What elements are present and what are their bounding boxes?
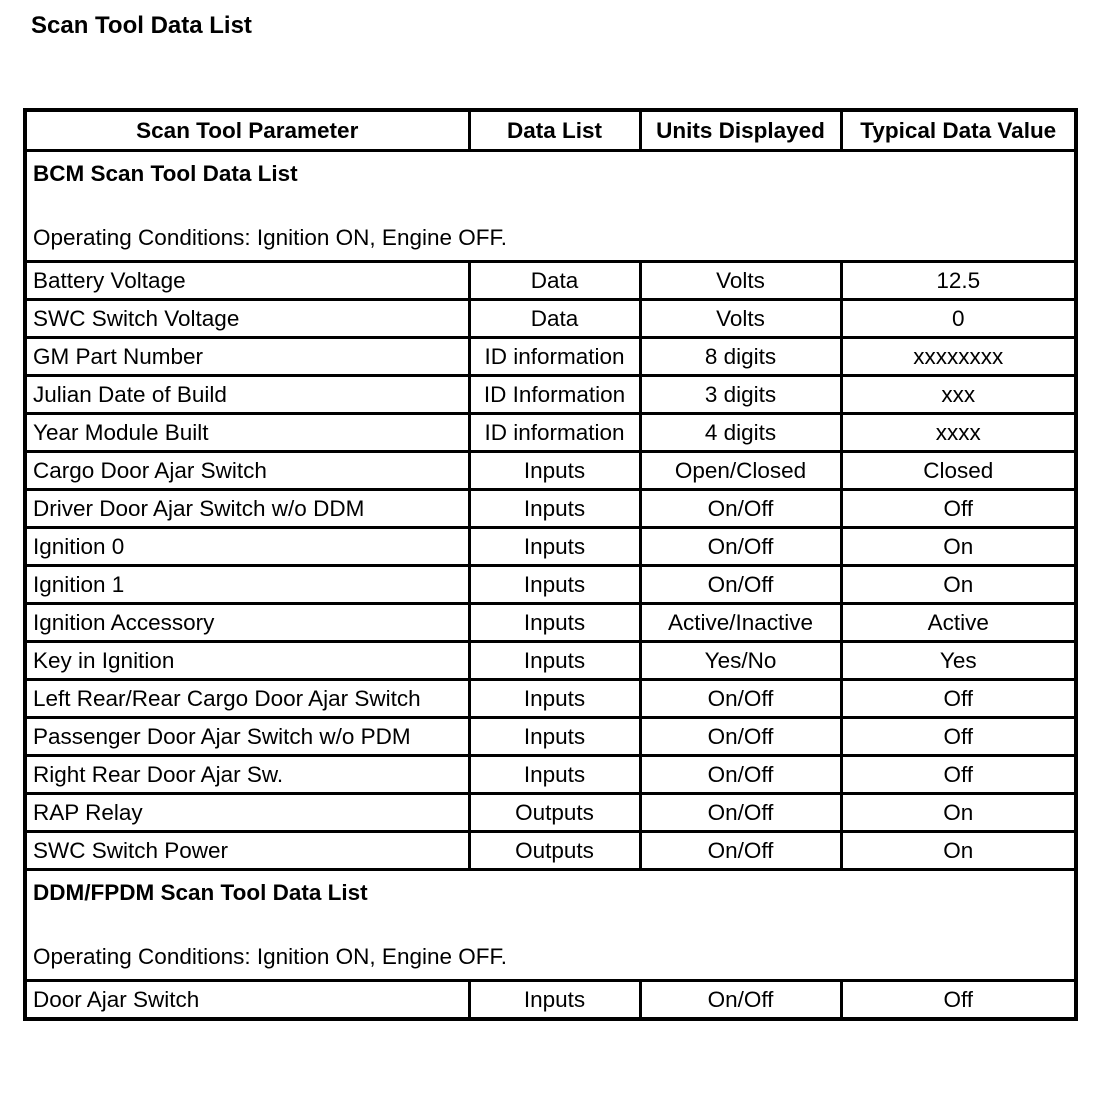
- cell-typical-value: On: [841, 794, 1076, 832]
- cell-data-list: ID Information: [469, 376, 640, 414]
- table-row: [25, 566, 1076, 604]
- cell-units: On/Off: [640, 832, 841, 870]
- section-title: BCM Scan Tool Data List: [33, 161, 298, 186]
- cell-typical-value: On: [841, 528, 1076, 566]
- cell-data-list: Inputs: [469, 452, 640, 490]
- section-header-row: [25, 151, 1076, 262]
- cell-units: On/Off: [640, 528, 841, 566]
- cell-typical-value: Off: [841, 756, 1076, 794]
- cell-parameter: Left Rear/Rear Cargo Door Ajar Switch: [25, 680, 469, 718]
- cell-data-list: Inputs: [469, 981, 640, 1020]
- cell-data-list: ID information: [469, 338, 640, 376]
- cell-parameter: Passenger Door Ajar Switch w/o PDM: [25, 718, 469, 756]
- cell-parameter: Ignition 1: [25, 566, 469, 604]
- section-header-row: [25, 870, 1076, 981]
- cell-data-list: Data: [469, 300, 640, 338]
- cell-units: On/Off: [640, 566, 841, 604]
- cell-typical-value: Active: [841, 604, 1076, 642]
- cell-units: 3 digits: [640, 376, 841, 414]
- cell-data-list: Inputs: [469, 718, 640, 756]
- cell-typical-value: xxxx: [841, 414, 1076, 452]
- cell-typical-value: On: [841, 566, 1076, 604]
- table-header-row: [25, 110, 1076, 151]
- cell-typical-value: xxxxxxxx: [841, 338, 1076, 376]
- cell-parameter: Julian Date of Build: [25, 376, 469, 414]
- cell-units: 8 digits: [640, 338, 841, 376]
- cell-data-list: Inputs: [469, 490, 640, 528]
- table-row: [25, 680, 1076, 718]
- cell-typical-value: 12.5: [841, 262, 1076, 300]
- cell-data-list: Outputs: [469, 832, 640, 870]
- cell-parameter: Year Module Built: [25, 414, 469, 452]
- table-row: [25, 300, 1076, 338]
- cell-units: Volts: [640, 300, 841, 338]
- cell-parameter: RAP Relay: [25, 794, 469, 832]
- cell-typical-value: Closed: [841, 452, 1076, 490]
- table-row: [25, 604, 1076, 642]
- cell-parameter: Ignition 0: [25, 528, 469, 566]
- cell-parameter: Door Ajar Switch: [25, 981, 469, 1020]
- table-row: [25, 981, 1076, 1020]
- cell-parameter: SWC Switch Voltage: [25, 300, 469, 338]
- table-row: [25, 452, 1076, 490]
- cell-units: Active/Inactive: [640, 604, 841, 642]
- cell-typical-value: 0: [841, 300, 1076, 338]
- table-row: [25, 338, 1076, 376]
- section-title: DDM/FPDM Scan Tool Data List: [33, 880, 368, 905]
- cell-data-list: Inputs: [469, 680, 640, 718]
- cell-parameter: Ignition Accessory: [25, 604, 469, 642]
- cell-data-list: Inputs: [469, 642, 640, 680]
- cell-typical-value: Off: [841, 718, 1076, 756]
- cell-parameter: Right Rear Door Ajar Sw.: [25, 756, 469, 794]
- cell-parameter: Battery Voltage: [25, 262, 469, 300]
- cell-units: Open/Closed: [640, 452, 841, 490]
- header-units-displayed: Units Displayed: [640, 110, 841, 151]
- cell-units: 4 digits: [640, 414, 841, 452]
- cell-data-list: Inputs: [469, 528, 640, 566]
- cell-typical-value: Off: [841, 680, 1076, 718]
- table-row: [25, 414, 1076, 452]
- cell-data-list: ID information: [469, 414, 640, 452]
- table-row: [25, 490, 1076, 528]
- cell-typical-value: Yes: [841, 642, 1076, 680]
- table-row: [25, 642, 1076, 680]
- header-data-list: Data List: [469, 110, 640, 151]
- cell-units: Volts: [640, 262, 841, 300]
- cell-data-list: Inputs: [469, 756, 640, 794]
- section-operating-conditions: Operating Conditions: Ignition ON, Engine OFF.: [33, 944, 507, 969]
- cell-units: On/Off: [640, 680, 841, 718]
- section-header-cell: [25, 151, 1076, 262]
- cell-units: Yes/No: [640, 642, 841, 680]
- table-row: [25, 832, 1076, 870]
- table-row: [25, 376, 1076, 414]
- section-operating-conditions: Operating Conditions: Ignition ON, Engine OFF.: [33, 225, 507, 250]
- page-title: Scan Tool Data List: [31, 12, 252, 39]
- scan-tool-data-table: [23, 108, 1078, 1021]
- cell-data-list: Inputs: [469, 566, 640, 604]
- table-body: [25, 151, 1076, 1020]
- cell-units: On/Off: [640, 981, 841, 1020]
- table-row: [25, 718, 1076, 756]
- cell-data-list: Outputs: [469, 794, 640, 832]
- header-scan-tool-parameter: Scan Tool Parameter: [25, 110, 469, 151]
- cell-parameter: SWC Switch Power: [25, 832, 469, 870]
- cell-typical-value: xxx: [841, 376, 1076, 414]
- cell-typical-value: Off: [841, 981, 1076, 1020]
- cell-units: On/Off: [640, 794, 841, 832]
- table-row: [25, 756, 1076, 794]
- header-typical-data-value: Typical Data Value: [841, 110, 1076, 151]
- cell-units: On/Off: [640, 490, 841, 528]
- cell-parameter: Driver Door Ajar Switch w/o DDM: [25, 490, 469, 528]
- table-row: [25, 528, 1076, 566]
- cell-data-list: Inputs: [469, 604, 640, 642]
- cell-parameter: Key in Ignition: [25, 642, 469, 680]
- section-header-cell: [25, 870, 1076, 981]
- cell-units: On/Off: [640, 756, 841, 794]
- cell-typical-value: Off: [841, 490, 1076, 528]
- cell-units: On/Off: [640, 718, 841, 756]
- table-row: [25, 262, 1076, 300]
- cell-parameter: Cargo Door Ajar Switch: [25, 452, 469, 490]
- cell-typical-value: On: [841, 832, 1076, 870]
- cell-parameter: GM Part Number: [25, 338, 469, 376]
- cell-data-list: Data: [469, 262, 640, 300]
- table-row: [25, 794, 1076, 832]
